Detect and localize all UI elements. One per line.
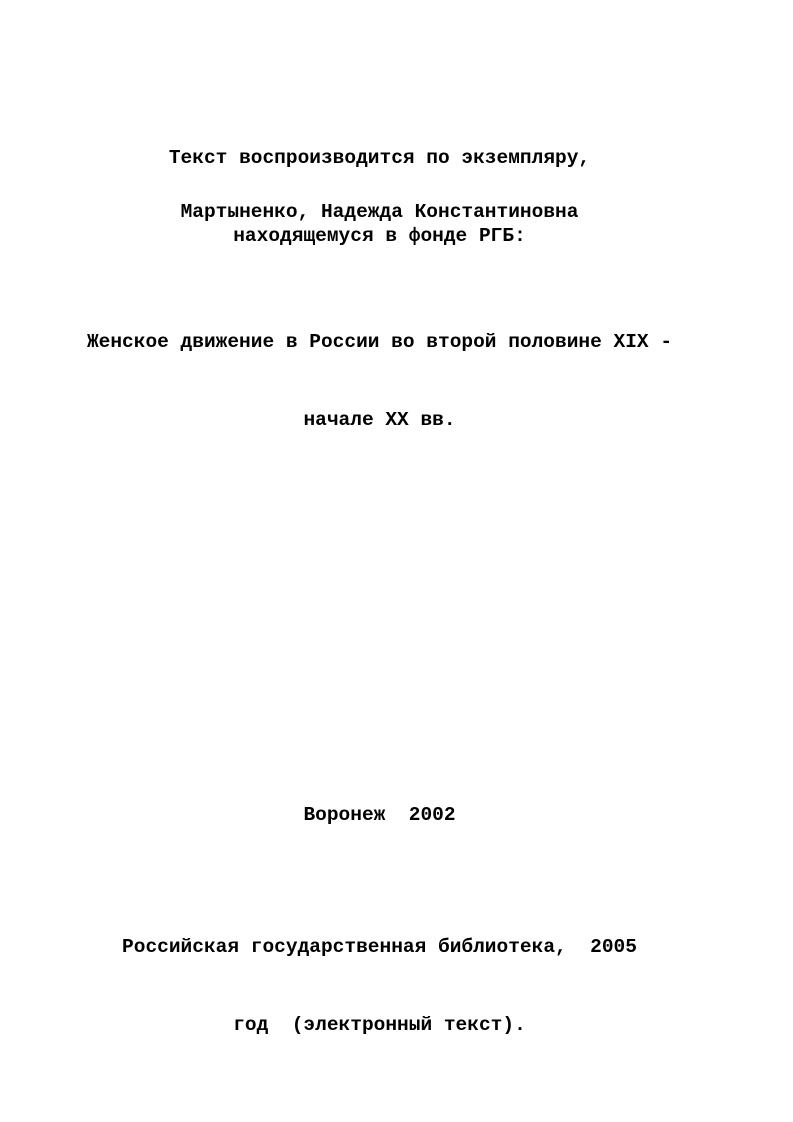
library-footer (0, 882, 759, 1090)
reproduction-notice-line-1: Текст воспроизводится по экземпляру, (168, 147, 591, 169)
library-footer-line-1: Российская государственная библиотека, 2005 (122, 936, 637, 958)
publication-place-year: Воронеж 2002 (303, 804, 456, 826)
reproduction-notice-line-2: находящемуся в фонде РГБ: (233, 225, 526, 247)
work-title-line-1: Женское движение в России во второй половине XIX - (86, 331, 673, 353)
author-name: Мартыненко, Надежда Константиновна (180, 201, 579, 223)
work-title-line-2: начале XX вв. (303, 409, 456, 431)
work-title (0, 277, 759, 485)
reproduction-notice (0, 93, 759, 301)
library-footer-line-2: год (электронный текст). (233, 1014, 526, 1036)
